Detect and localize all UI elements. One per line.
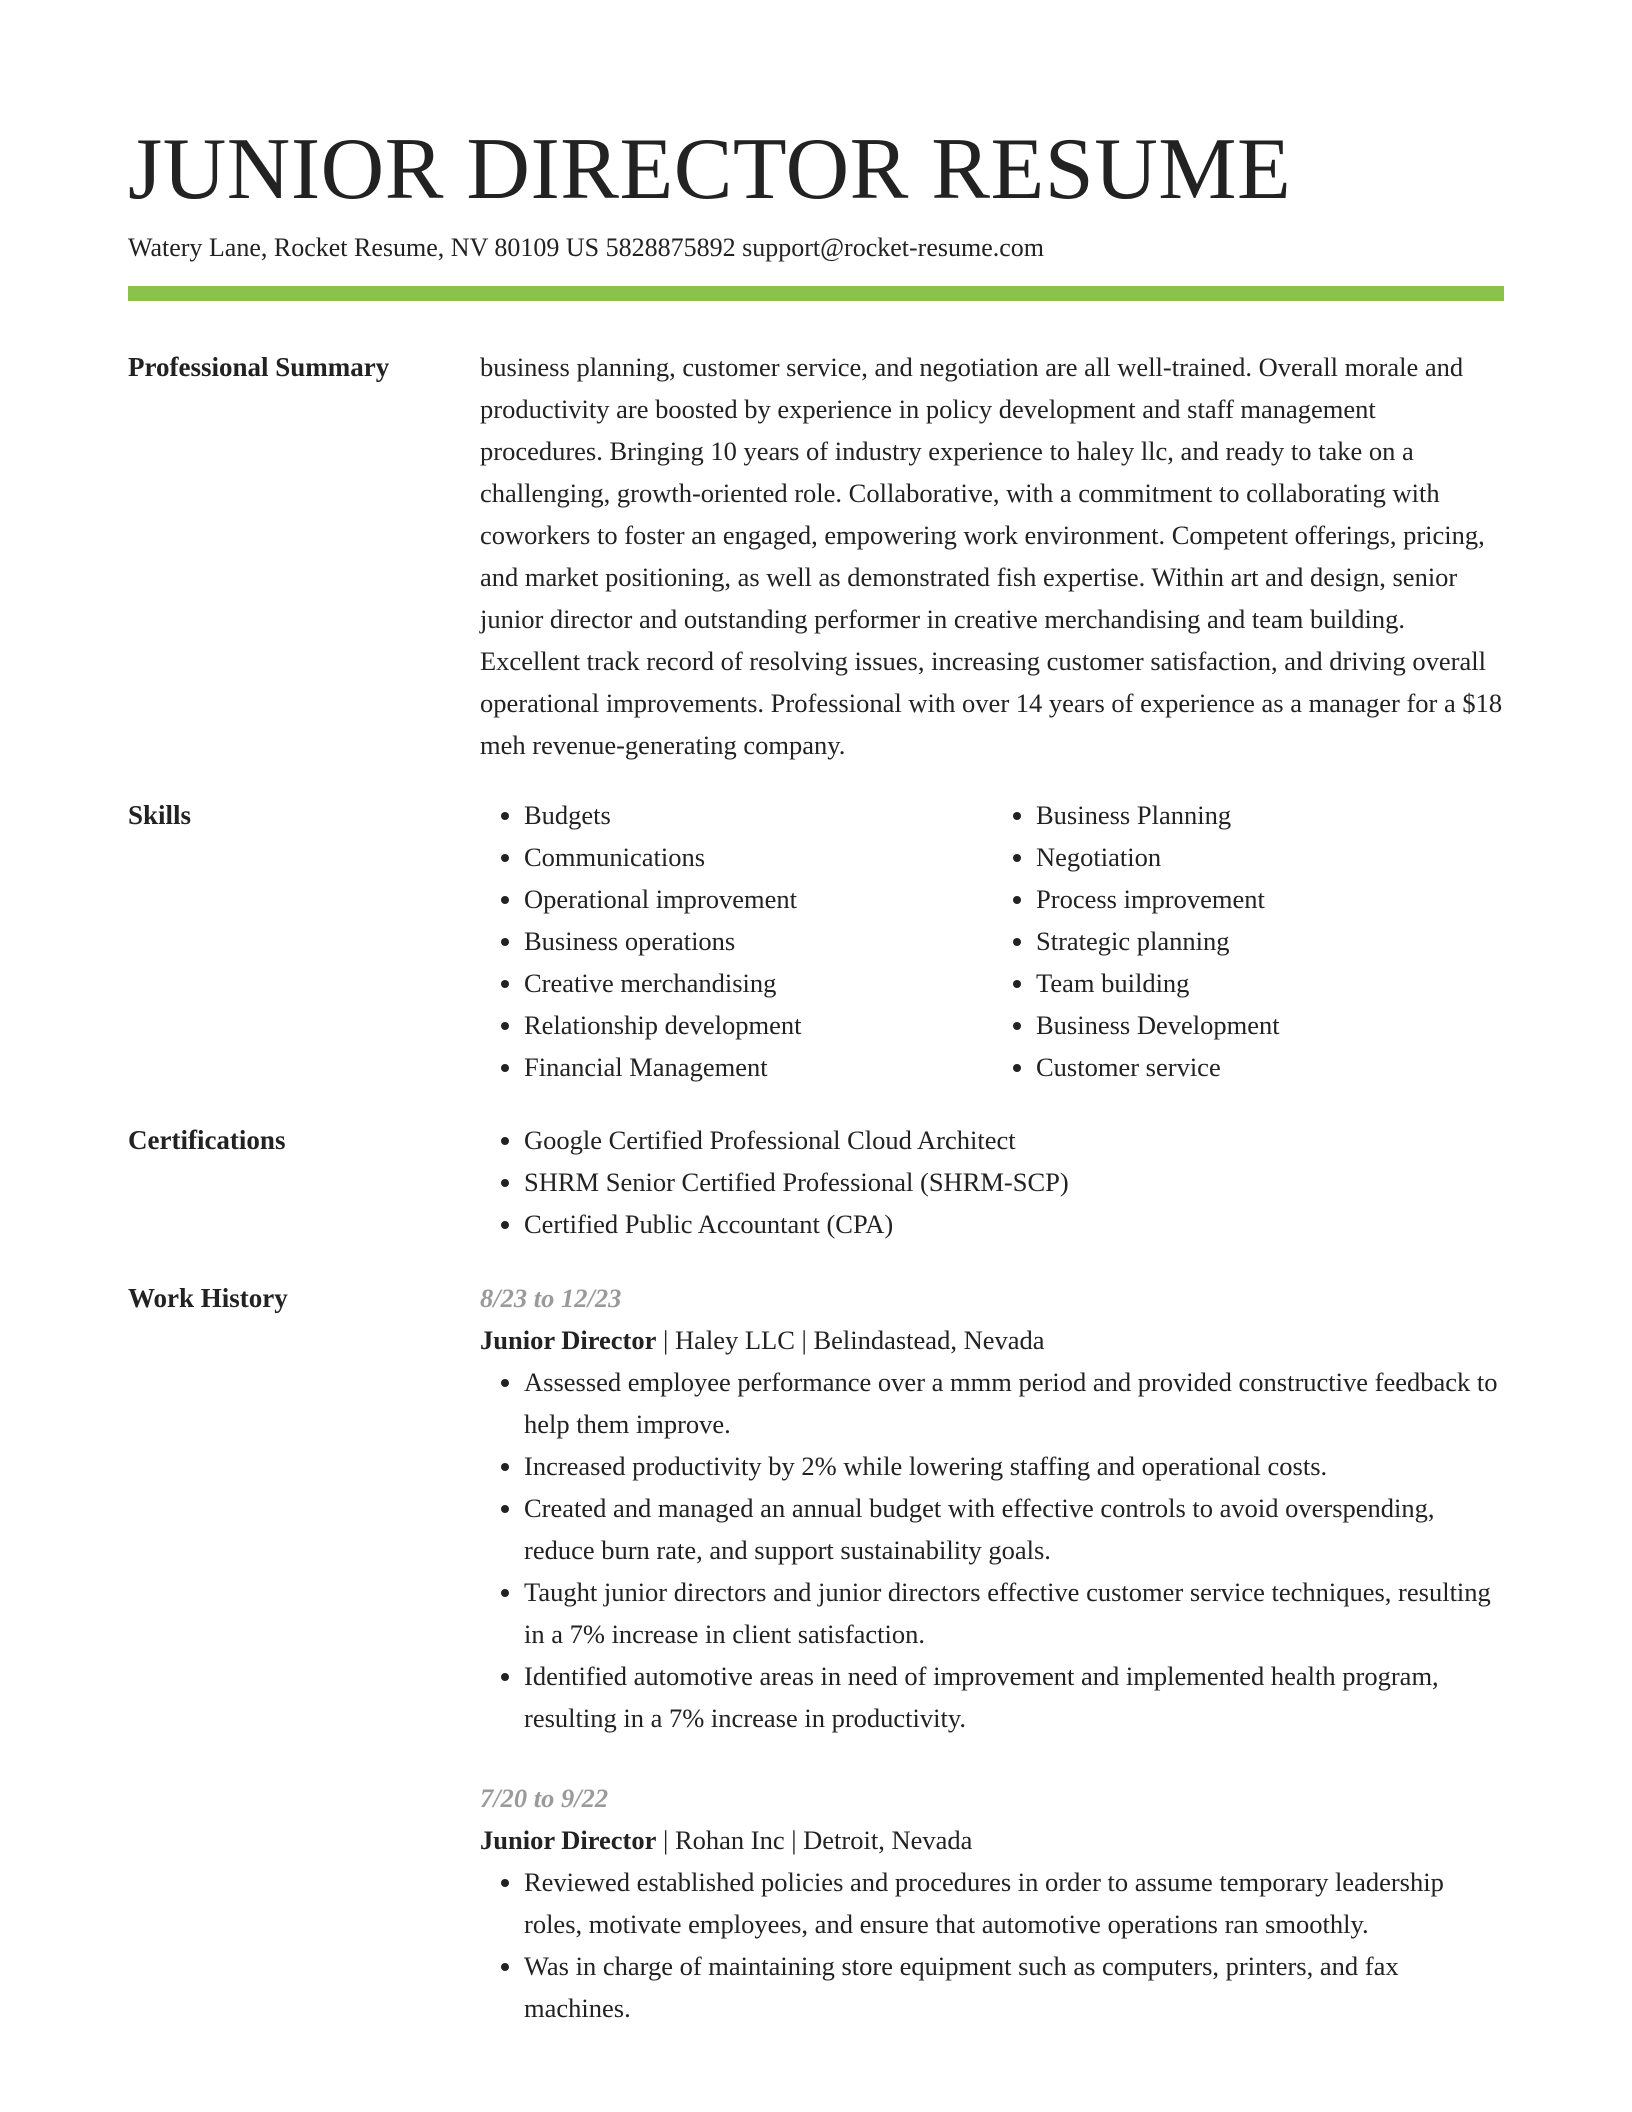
job-employer-location: | Haley LLC | Belindastead, Nevada (656, 1325, 1045, 1355)
work-history-label: Work History (128, 1283, 288, 1313)
work-history-body (480, 1277, 1504, 2067)
job-bullet: • Created and managed an annual budget with effective controls to avoid overspending, reduce burn rate, and support sustainability goals. (524, 1487, 1504, 1571)
skill-item: • Financial Management (524, 1046, 992, 1088)
resume-title: JUNIOR DIRECTOR RESUME (128, 121, 1292, 218)
skill-item: • Strategic planning (1036, 920, 1504, 962)
skill-item: • Business Development (1036, 1004, 1504, 1046)
certifications-body (480, 1119, 1504, 1245)
job-entry (480, 1277, 1504, 1739)
skills-label: Skills (128, 800, 192, 830)
skill-item: • Creative merchandising (524, 962, 992, 1004)
skills-grid (480, 794, 1504, 1088)
summary-label: Professional Summary (128, 352, 390, 382)
job-bullets (480, 1861, 1504, 2029)
contact-line: Watery Lane, Rocket Resume, NV 80109 US 5828875892 support@rocket-resume.com (128, 233, 1045, 262)
certification-item: • Google Certified Professional Cloud Architect (524, 1119, 1504, 1161)
skill-item: • Process improvement (1036, 878, 1504, 920)
certifications-label: Certifications (128, 1125, 286, 1155)
skill-item: • Negotiation (1036, 836, 1504, 878)
job-title: Junior Director (480, 1825, 657, 1855)
skill-item: • Relationship development (524, 1004, 992, 1046)
job-bullet: • Identified automotive areas in need of improvement and implemented health program, resulting in a 7% increase in productivity. (524, 1655, 1504, 1739)
skills-list-left (480, 794, 992, 1088)
job-heading (480, 1319, 1504, 1361)
skill-item: • Budgets (524, 794, 992, 836)
job-title: Junior Director (480, 1325, 657, 1355)
summary-text: business planning, customer service, and negotiation are all well-trained. Overall morale and productivity are boosted by experience in policy development and staff management procedures. Bringing 10 years of industry experience to haley llc, and ready to take on a challenging, growth-oriented role. Collaborative, with a commitment to collaborating with coworkers to foster an engaged, empowering work environment. Competent offerings, pricing, and market positioning, as well as demonstrated fish expertise. Within art and design, senior junior director and outstanding performer in creative merchandising and team building. Excellent track record of resolving issues, increasing customer satisfaction, and driving overall operational improvements. Professional with over 14 years of experience as a manager for a $18 meh revenue-generating company. (480, 352, 1503, 760)
job-bullet: • Reviewed established policies and procedures in order to assume temporary leadership roles, motivate employees, and ensure that automotive operations ran smoothly. (524, 1861, 1504, 1945)
job-dates: 7/20 to 9/22 (480, 1783, 609, 1813)
job-bullet: • Was in charge of maintaining store equipment such as computers, printers, and fax machines. (524, 1945, 1504, 2029)
certification-item: • Certified Public Accountant (CPA) (524, 1203, 1504, 1245)
certifications-list (480, 1119, 1504, 1245)
job-bullet: • Taught junior directors and junior directors effective customer service techniques, resulting in a 7% increase in client satisfaction. (524, 1571, 1504, 1655)
skill-item: • Operational improvement (524, 878, 992, 920)
job-heading (480, 1819, 1504, 1861)
job-entry (480, 1777, 1504, 2029)
skills-list-right (992, 794, 1504, 1088)
job-dates: 8/23 to 12/23 (480, 1283, 622, 1313)
skill-item: • Team building (1036, 962, 1504, 1004)
job-bullet: • Increased productivity by 2% while lowering staffing and operational costs. (524, 1445, 1504, 1487)
skill-item: • Business Planning (1036, 794, 1504, 836)
job-employer-location: | Rohan Inc | Detroit, Nevada (656, 1825, 973, 1855)
job-bullet: • Assessed employee performance over a mmm period and provided constructive feedback to help them improve. (524, 1361, 1504, 1445)
header-divider (128, 286, 1504, 301)
certification-item: • SHRM Senior Certified Professional (SHRM-SCP) (524, 1161, 1504, 1203)
skill-item: • Business operations (524, 920, 992, 962)
job-bullets (480, 1361, 1504, 1739)
skill-item: • Customer service (1036, 1046, 1504, 1088)
skill-item: • Communications (524, 836, 992, 878)
summary-body (480, 346, 1504, 766)
